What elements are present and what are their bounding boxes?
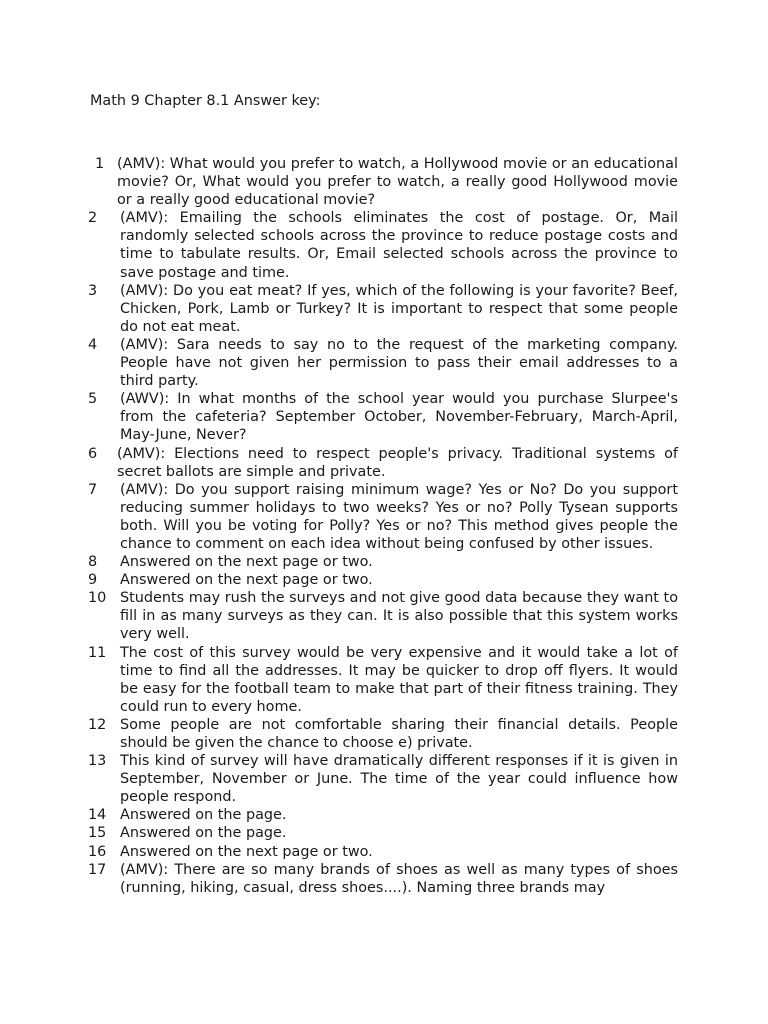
- answer-item: [88, 806, 678, 824]
- answer-text: (AMV): Emailing the schools eliminates the cost of postage. Or, Mail randomly selected schools across the province to reduce postage costs and time to tabulate results. Or, Email selected schools across the province to save postage and time.: [120, 210, 678, 281]
- answer-text: (AMV): Do you eat meat? If yes, which of the following is your favorite? Beef, Chicken, Pork, Lamb or Turkey? It is important to respect that some people do not eat meat.: [120, 282, 678, 335]
- answer-number: 4: [88, 336, 98, 353]
- answer-number: 2: [88, 210, 98, 227]
- answer-number: 1: [95, 156, 105, 172]
- answer-text: The cost of this survey would be very expensive and it would take a lot of time to find all the addresses. It may be quicker to drop off flyers. It would be easy for the football team to make that part of their fitness training. They could run to every home.: [120, 644, 678, 715]
- answer-number: 8: [88, 554, 98, 571]
- answer-item: [88, 445, 678, 481]
- answer-number: 3: [88, 282, 98, 299]
- answer-number: 6: [88, 445, 98, 462]
- answer-text: (AMV): There are so many brands of shoes as well as many types of shoes (running, hiking, casual, dress shoes....). Naming three brands may: [120, 861, 678, 896]
- answer-text: Some people are not comfortable sharing their financial details. People should be given the chance to choose e) private.: [120, 716, 678, 751]
- answer-item: [88, 553, 678, 571]
- answer-text: Students may rush the surveys and not give good data because they want to fill in as many surveys as they can. It is also possible that this system works very well.: [120, 590, 678, 643]
- answer-item: [88, 209, 678, 281]
- answer-item: [88, 282, 678, 336]
- answer-text: Answered on the page.: [120, 825, 287, 842]
- answer-item: [88, 824, 678, 842]
- answer-text: (AMV): What would you prefer to watch, a Hollywood movie or an educational movie? Or, What would you prefer to watch, a really good Hollywood movie or a really good educational movie?: [117, 156, 678, 209]
- answer-number: 7: [88, 481, 98, 498]
- answer-item: [88, 481, 678, 553]
- answer-number: 12: [88, 716, 107, 733]
- answer-item: [88, 843, 678, 861]
- answer-text: (AMV): Elections need to respect people's privacy. Traditional systems of secret ballots are simple and private.: [117, 445, 678, 480]
- answer-number: 13: [88, 753, 107, 770]
- answer-text: (AMV): Sara needs to say no to the request of the marketing company. People have not given her permission to pass their email addresses to a third party.: [120, 336, 678, 390]
- answer-text: (AMV): Do you support raising minimum wage? Yes or No? Do you support reducing summer holidays to two weeks? Yes or no? Polly Tysean supports both. Will you be voting for Polly? Yes or no? This method gives people the chance to comment on each idea without being confused by other issues.: [120, 481, 678, 552]
- answer-item: [88, 589, 678, 643]
- answer-number: 15: [88, 825, 107, 842]
- answer-number: 16: [88, 843, 107, 860]
- answer-text: This kind of survey will have dramatically different responses if it is given in September, November or June. The time of the year could influence how people respond.: [120, 753, 678, 806]
- answer-item: [88, 571, 678, 589]
- answer-text: Answered on the next page or two.: [120, 572, 373, 589]
- answer-number: 17: [88, 861, 107, 878]
- page-title: Math 9 Chapter 8.1 Answer key:: [90, 93, 321, 109]
- answer-item: [88, 861, 678, 897]
- answer-item: [88, 644, 678, 716]
- answer-text: Answered on the next page or two.: [120, 554, 373, 571]
- answer-text: Answered on the page.: [120, 807, 287, 824]
- answer-item: [88, 390, 678, 444]
- answer-list: [88, 155, 678, 897]
- answer-number: 10: [88, 590, 107, 607]
- answer-item: [88, 336, 678, 390]
- answer-item: [88, 155, 678, 209]
- answer-text: Answered on the next page or two.: [120, 843, 373, 860]
- answer-number: 11: [88, 644, 107, 661]
- answer-number: 9: [88, 572, 98, 589]
- answer-item: [88, 716, 678, 752]
- answer-number: 5: [88, 391, 98, 408]
- answer-text: (AWV): In what months of the school year would you purchase Slurpee's from the cafeteria? September October, November-February, March-April, May-June, Never?: [120, 391, 678, 444]
- answer-item: [88, 752, 678, 806]
- answer-number: 14: [88, 807, 107, 824]
